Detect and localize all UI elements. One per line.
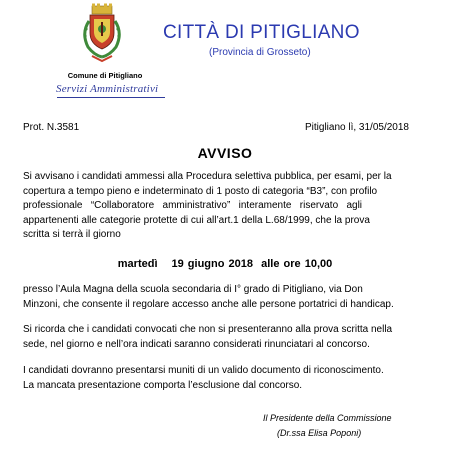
signature-name: (Dr.ssa Elisa Poponi)	[277, 428, 362, 438]
text-line: professionale “Collaboratore amministrativo” interamente riservato agli	[23, 200, 363, 211]
place-date: Pitigliano lì, 31/05/2018	[305, 122, 409, 133]
text-line: presso l’Aula Magna della scuola secondaria di I° grado di Pitigliano, via Don	[23, 284, 363, 295]
exam-time: alle ore 10,00	[261, 258, 333, 270]
text-line: scritta si terrà il giorno	[23, 229, 121, 240]
notice-title: AVVISO	[197, 145, 253, 161]
organization-service: Servizi Amministrativi	[56, 83, 159, 95]
paragraph-announcement	[23, 170, 430, 243]
paragraph-location	[23, 283, 430, 312]
text-line: copertura a tempo pieno e indeterminato di 1 posto di categoria “B3”, con profilo	[23, 185, 378, 197]
text-line: sede, nel giorno e nell’ora indicati saranno considerati rinunciatari al concorso.	[23, 338, 370, 350]
text-line: Si avvisano i candidati ammessi alla Procedura selettiva pubblica, per esami, per la	[23, 171, 392, 182]
city-title: CITTÀ DI PITIGLIANO	[163, 22, 360, 43]
exam-date-line	[0, 258, 450, 270]
protocol-number: Prot. N.3581	[23, 122, 80, 133]
paragraph-documents	[23, 364, 430, 393]
text-line: La mancata presentazione comporta l’esclusione dal concorso.	[23, 379, 303, 391]
text-line: Si ricorda che i candidati convocati che non si presenteranno alla prova scritta nella	[23, 324, 393, 335]
coat-of-arms-icon	[80, 3, 124, 65]
divider	[57, 97, 165, 98]
paragraph-absence	[23, 323, 430, 352]
text-line: I candidati dovranno presentarsi muniti di un valido documento di riconoscimento.	[23, 365, 384, 376]
text-line: appartenenti alle categorie protette di cui all’art.1 della L.68/1999, che la prova	[23, 214, 370, 226]
text-line: Minzoni, che consente il regolare accesso anche alle persone portatrici di handicap.	[23, 298, 394, 310]
city-subtitle: (Provincia di Grosseto)	[209, 47, 311, 58]
signature-role: Il Presidente della Commissione	[263, 413, 392, 423]
exam-date: 19 giugno 2018	[171, 258, 253, 270]
exam-day: martedì	[117, 258, 158, 270]
organization-name: Comune di Pitigliano	[67, 71, 143, 80]
